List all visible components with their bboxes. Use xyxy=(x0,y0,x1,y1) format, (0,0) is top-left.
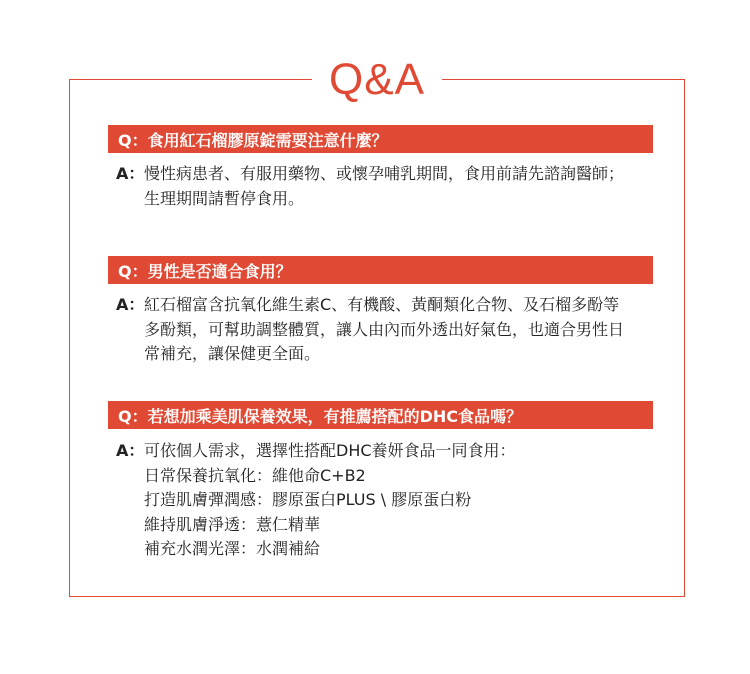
answer-prefix: A： xyxy=(116,164,145,183)
answer-text xyxy=(144,439,656,562)
answer-line: 補充水潤光澤：水潤補給 xyxy=(144,539,321,558)
answer-line: 多酚類，可幫助調整體質，讓人由內而外透出好氣色，也適合男性日 xyxy=(144,319,625,339)
answer-prefix: A： xyxy=(116,295,145,314)
answer-block-1 xyxy=(116,162,656,211)
answer-line: 可依個人需求，選擇性搭配DHC養妍食品一同食用： xyxy=(144,441,516,460)
title-container xyxy=(312,52,442,108)
answer-line: 紅石榴富含抗氧化維生素C、有機酸、黃酮類化合物、及石榴多酚等 xyxy=(144,295,620,314)
question-bar-2: Q：男性是否適合食用？ xyxy=(108,256,653,284)
answer-text xyxy=(144,162,656,211)
answer-block-2 xyxy=(116,293,656,367)
answer-line: 生理期間請暫停食用。 xyxy=(144,188,305,208)
answer-block-3 xyxy=(116,439,656,562)
answer-line: 打造肌膚彈潤感：膠原蛋白PLUS \ 膠原蛋白粉 xyxy=(144,490,472,509)
answer-line: 常補充，讓保健更全面。 xyxy=(144,344,321,363)
answer-prefix: A： xyxy=(116,441,145,460)
answer-line: 日常保養抗氧化：維他命C+B2 xyxy=(144,465,366,485)
answer-line: 慢性病患者、有服用藥物、或懷孕哺乳期間，食用前請先諮詢醫師； xyxy=(144,164,625,183)
question-bar-3: Q：若想加乘美肌保養效果，有推薦搭配的DHC食品嗎？ xyxy=(108,401,653,429)
answer-text xyxy=(144,293,656,367)
page-title: Q&A xyxy=(329,55,425,104)
answer-line: 維持肌膚淨透：薏仁精華 xyxy=(144,514,321,534)
question-bar-1: Q：食用紅石榴膠原錠需要注意什麼？ xyxy=(108,125,653,153)
